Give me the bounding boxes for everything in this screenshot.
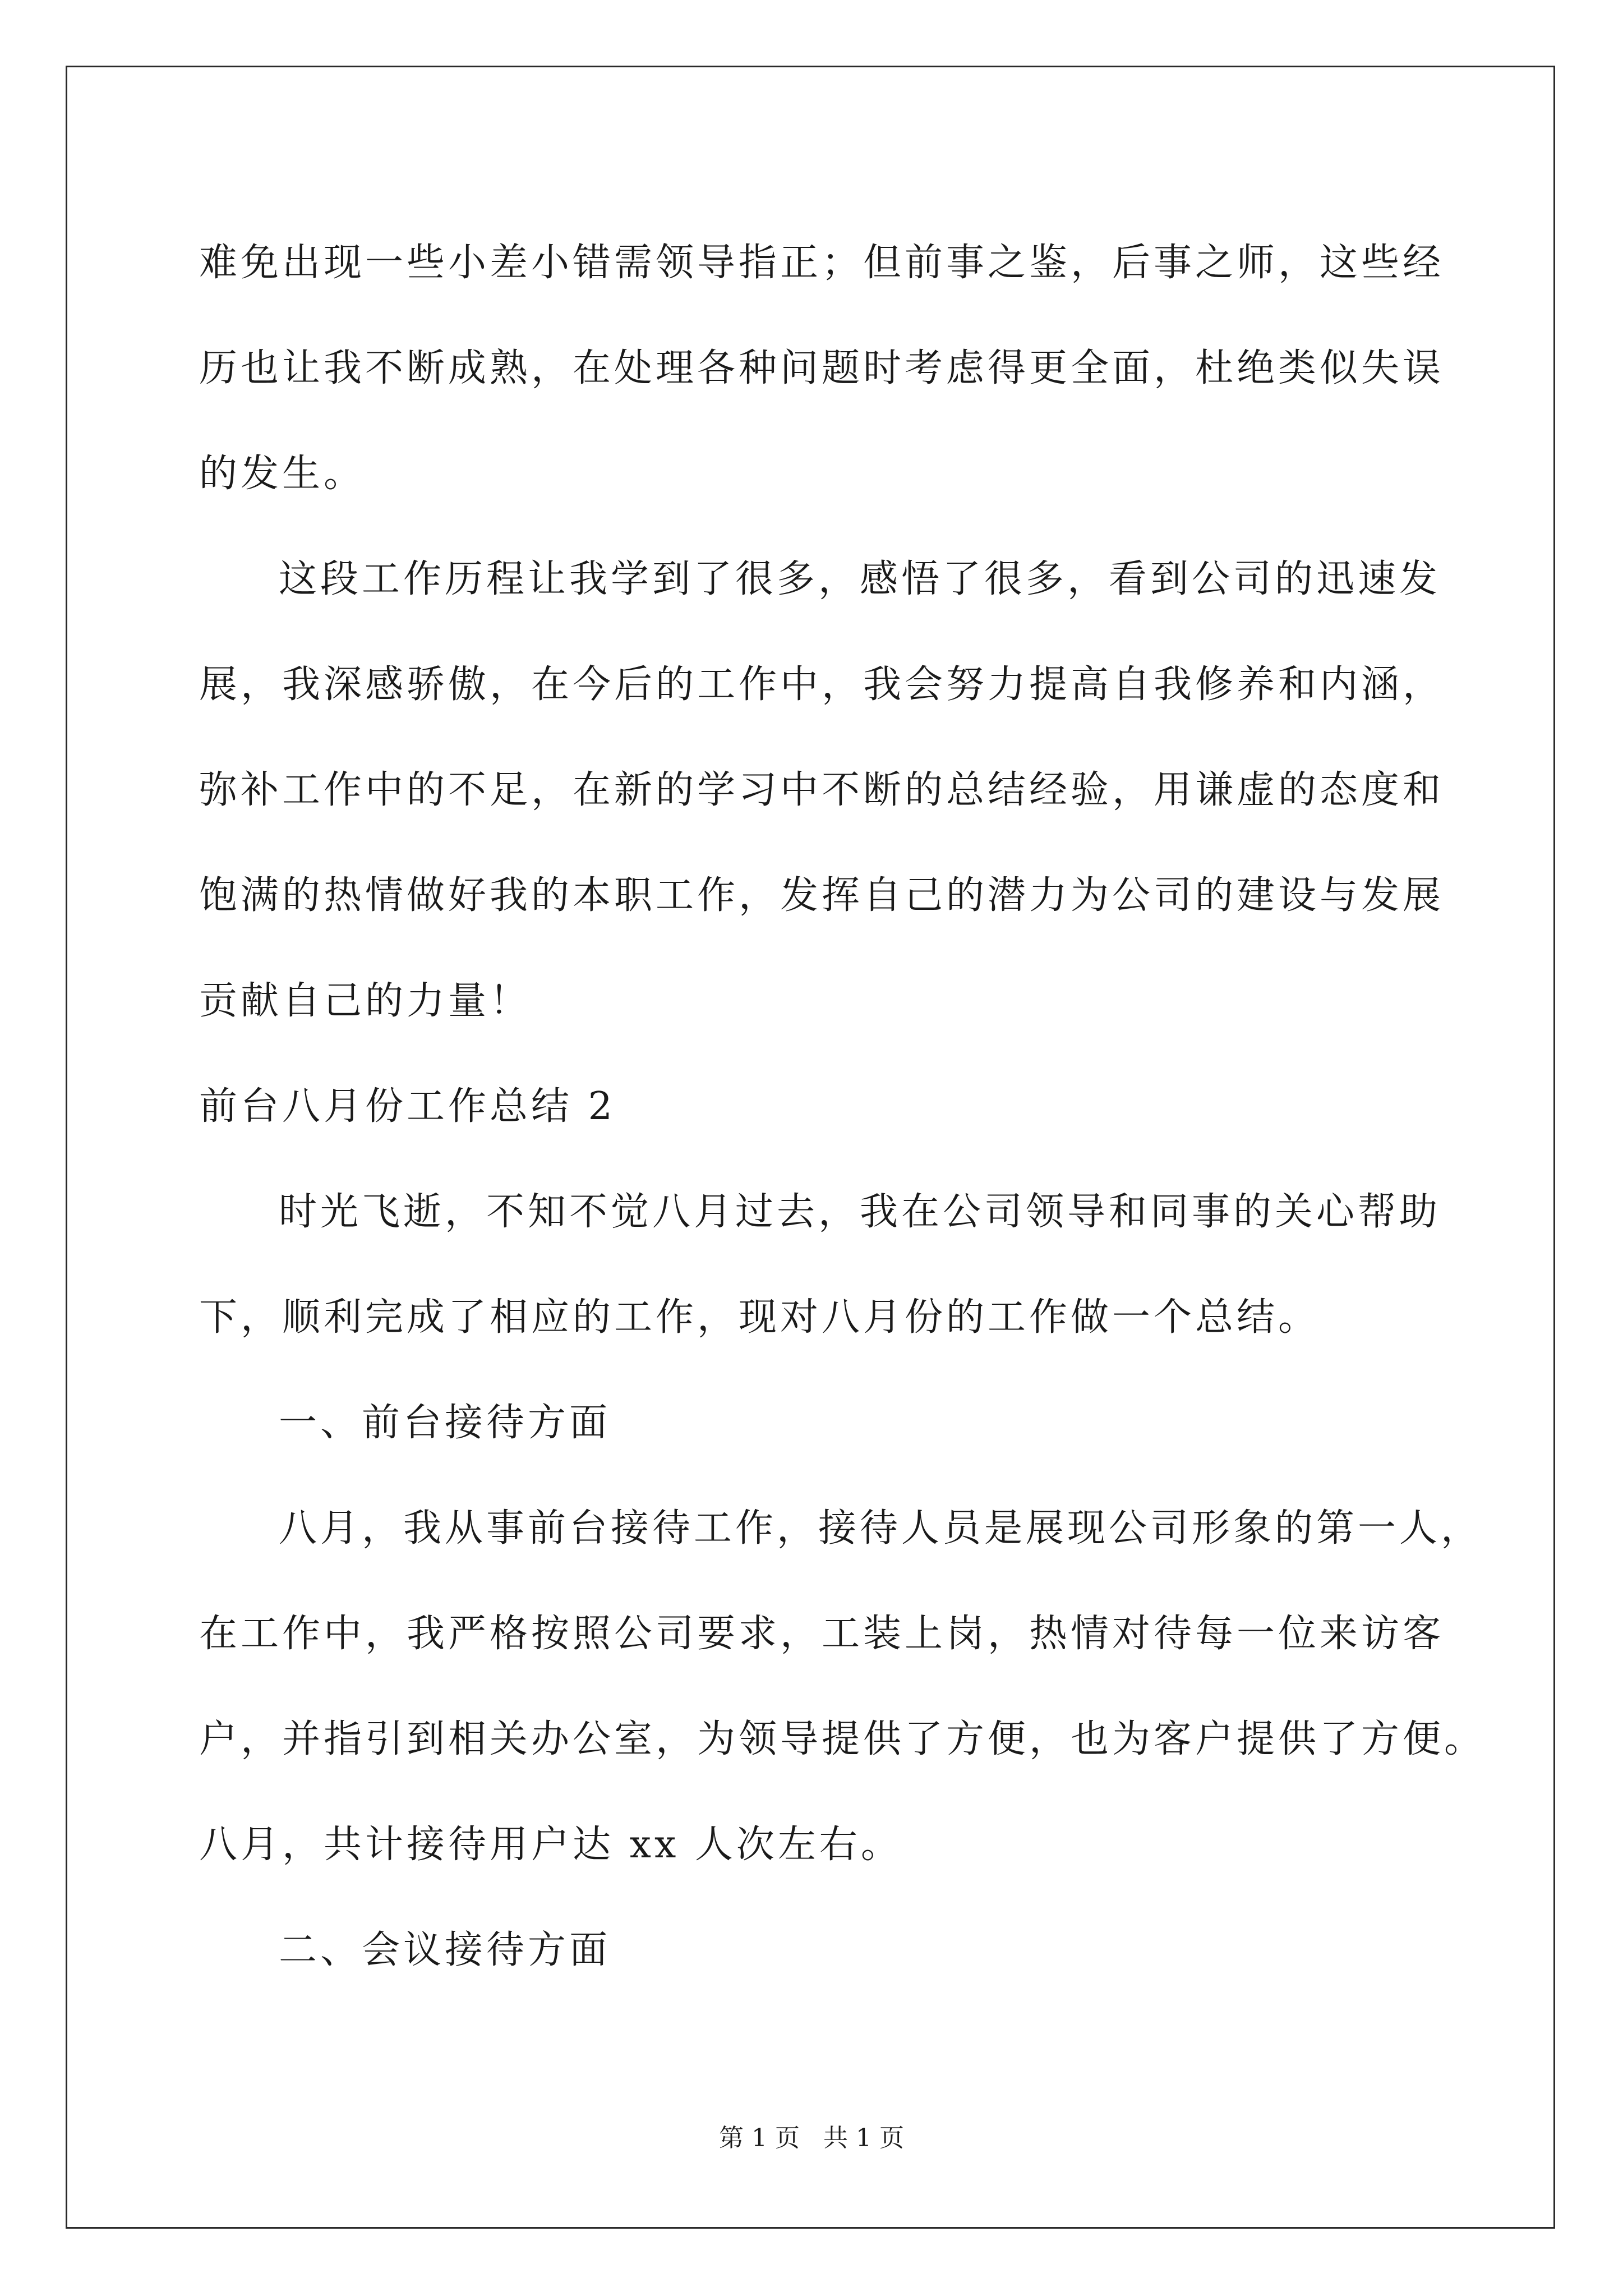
text-line: 饱满的热情做好我的本职工作，发挥自己的潜力为公司的建设与发展 xyxy=(199,873,1445,918)
page-number-total: 共 1 页 xyxy=(823,2124,904,2152)
text-line: 八月，我从事前台接待工作，接待人员是展现公司形象的第一人， xyxy=(279,1506,1483,1550)
text-line: 弥补工作中的不足，在新的学习中不断的总结经验，用谦虚的态度和 xyxy=(199,768,1445,812)
page-footer xyxy=(0,2122,1623,2155)
text-line: 时光飞逝，不知不觉八月过去，我在公司领导和同事的关心帮助 xyxy=(279,1190,1441,1234)
text-line: 贡献自己的力量！ xyxy=(199,979,532,1023)
text-line: 八月，共计接待用户达 xx 人次左右。 xyxy=(199,1823,902,1867)
text-line: 前台八月份工作总结 2 xyxy=(199,1084,616,1129)
text-line: 户，并指引到相关办公室，为领导提供了方便，也为客户提供了方便。 xyxy=(199,1717,1486,1761)
page-number-current: 第 1 页 xyxy=(719,2124,800,2152)
text-line: 展，我深感骄傲，在今后的工作中，我会努力提高自我修养和内涵， xyxy=(199,662,1445,707)
text-line: 这段工作历程让我学到了很多，感悟了很多，看到公司的迅速发 xyxy=(279,557,1441,601)
text-line: 在工作中，我严格按照公司要求，工装上岗，热情对待每一位来访客 xyxy=(199,1612,1445,1656)
text-line: 历也让我不断成熟，在处理各种问题时考虑得更全面，杜绝类似失误 xyxy=(199,346,1445,390)
text-line: 二、会议接待方面 xyxy=(279,1928,611,1972)
text-line: 一、前台接待方面 xyxy=(279,1401,611,1445)
text-line: 下，顺利完成了相应的工作，现对八月份的工作做一个总结。 xyxy=(199,1295,1320,1340)
document-body xyxy=(199,210,1486,2003)
text-line: 难免出现一些小差小错需领导指正；但前事之鉴，后事之师，这些经 xyxy=(199,241,1445,285)
text-line: 的发生。 xyxy=(199,452,366,496)
